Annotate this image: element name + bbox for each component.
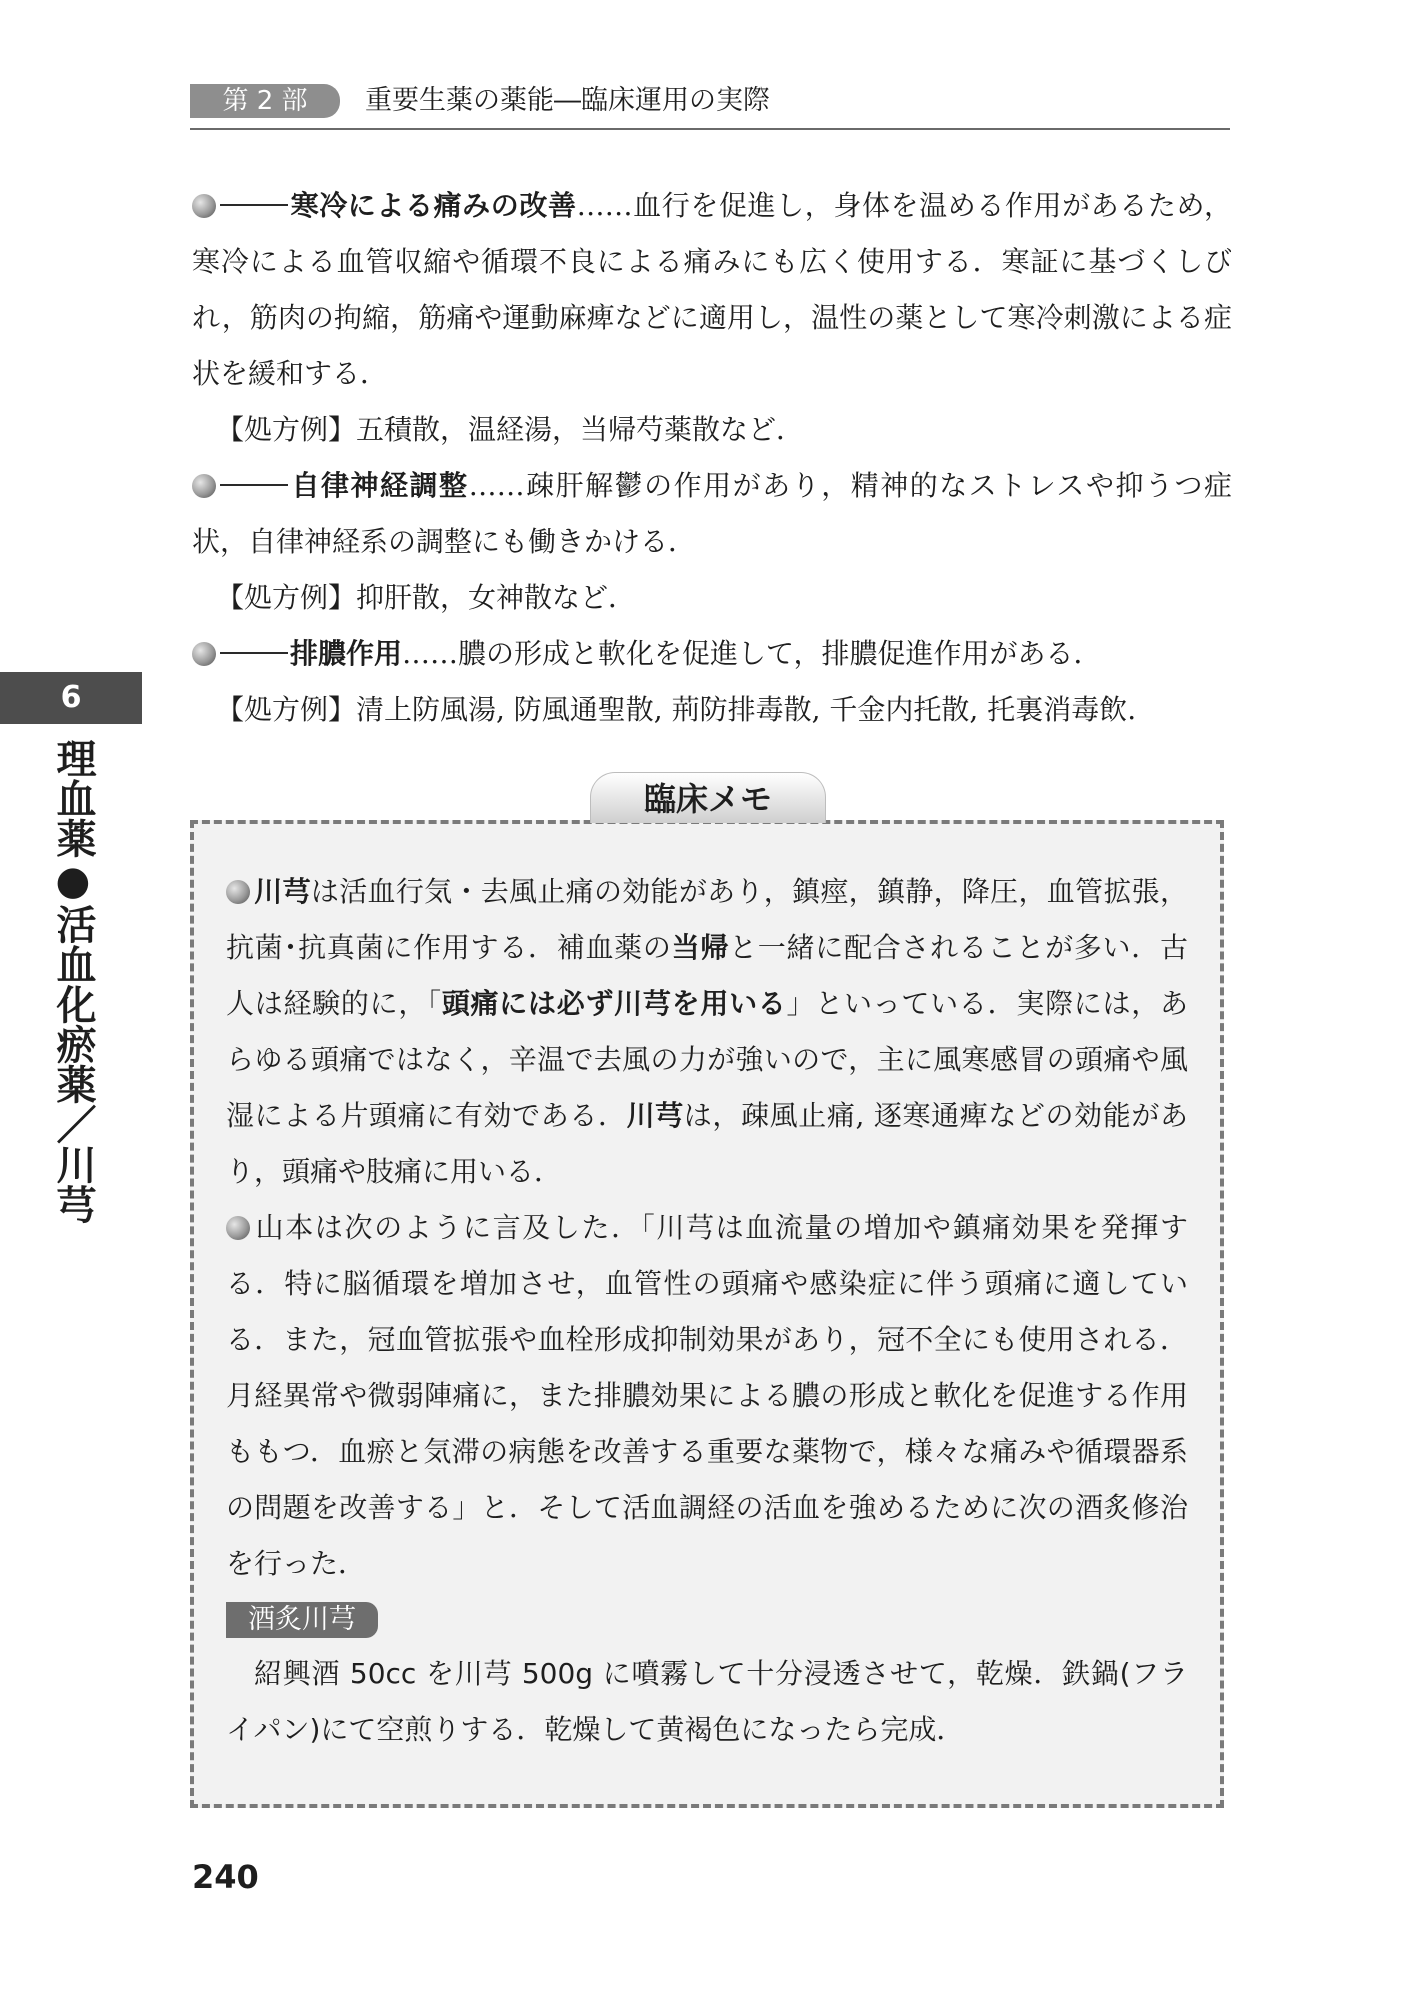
page-header <box>190 82 1230 130</box>
memo-text: と一緒に配合されることが多い．古人は経験的に，「 <box>226 931 1188 1020</box>
section-pus-drainage <box>192 626 1232 682</box>
prescription-example: 【処方例】抑肝散，女神散など． <box>216 581 637 614</box>
clinical-memo-title: 臨床メモ <box>590 772 826 823</box>
herb-name: 川芎 <box>254 875 311 908</box>
quoted-statement: 川芎は血流量の増加や鎮痛効果を発揮する．特に脳循環を増加させ，血管性の頭痛や感染症に伴う頭痛に適している．また，冠血管拡張や血栓形成抑制効果があり，冠不全にも使用される．月経異常や微弱陣痛に，また排膿効果による膿の形成と軟化を促進する作用ももつ．血瘀と気滞の病態を改善する重要な薬物で，様々な痛みや循環器系の問題を改善する <box>226 1211 1188 1524</box>
section-autonomic <box>192 458 1232 570</box>
bullet-icon <box>226 880 250 904</box>
section-cold-pain <box>192 178 1232 402</box>
section-heading: 自律神経調整 <box>290 469 469 502</box>
bullet-icon <box>192 642 216 666</box>
chapter-number: 6 <box>0 672 142 724</box>
page-number: 240 <box>192 1858 259 1896</box>
section-heading: 排膿作用 <box>290 637 403 670</box>
memo-text: 」と．そして活血調経の活血を強めるために次の酒炙修治を行った． <box>226 1491 1188 1580</box>
memo-text: は，疎風止痛, 逐寒通痺などの効能があり，頭痛や肢痛に用いる． <box>226 1099 1188 1188</box>
herb-name: 川芎 <box>626 1099 684 1132</box>
memo-text: は活血行気・去風止痛の効能があり，鎮痙，鎮静，降圧，血管拡張，抗菌･抗真菌に作用する．補血薬の <box>226 875 1188 964</box>
bullet-icon <box>192 194 216 218</box>
header-title: 重要生薬の薬能―臨床運用の実際 <box>365 85 770 116</box>
memo-text: 山本は次のように言及した．「 <box>254 1211 657 1244</box>
herb-name: 当帰 <box>671 931 730 964</box>
section-text: ……血行を促進し，身体を温める作用があるため，寒冷による血管収縮や循環不良による痛みにも広く使用する．寒証に基づくしびれ，筋肉の拘縮，筋痛や運動麻痺などに適用し，温性の薬として寒冷刺激による症状を緩和する． <box>192 189 1232 390</box>
bullet-icon <box>192 474 216 498</box>
memo-paragraph <box>226 864 1188 1200</box>
section-text: ……膿の形成と軟化を促進して，排膿促進作用がある． <box>402 637 1102 670</box>
memo-body <box>226 864 1188 1758</box>
bullet-icon <box>226 1216 250 1240</box>
dash-rule <box>220 652 288 654</box>
section-heading: 寒冷による痛みの改善 <box>290 189 577 222</box>
dash-rule <box>220 204 288 206</box>
quote-emphasis: 頭痛には必ず川芎を用いる <box>441 987 787 1020</box>
main-body <box>192 178 1232 738</box>
chapter-side-title: 理血薬●活血化瘀薬／川芎 <box>50 738 96 1224</box>
memo-paragraph <box>226 1200 1188 1592</box>
dash-rule <box>220 484 288 486</box>
memo-text: 」といっている．実際には，あらゆる頭痛ではなく，辛温で去風の力が強いので，主に風寒感冒の頭痛や風湿による片頭痛に有効である． <box>226 987 1188 1132</box>
section-text: ……疎肝解鬱の作用があり，精神的なストレスや抑うつ症状，自律神経系の調整にも働きかける． <box>192 469 1232 558</box>
prescription-example: 【処方例】五積散，温経湯，当帰芍薬散など． <box>216 413 805 446</box>
prescription-example: 【処方例】清上防風湯, 防風通聖散, 荊防排毒散, 千金内托散, 托裏消毒飲. <box>216 693 1137 726</box>
processing-method-label: 酒炙川芎 <box>226 1602 378 1638</box>
processing-procedure: 紹興酒 50cc を川芎 500g に噴霧して十分浸透させて，乾燥．鉄鍋(フライパン)にて空煎りする．乾燥して黄褐色になったら完成． <box>226 1657 1188 1746</box>
clinical-memo-box <box>190 820 1224 1808</box>
header-rule <box>190 128 1230 130</box>
part-label: 第 2 部 <box>190 84 340 118</box>
